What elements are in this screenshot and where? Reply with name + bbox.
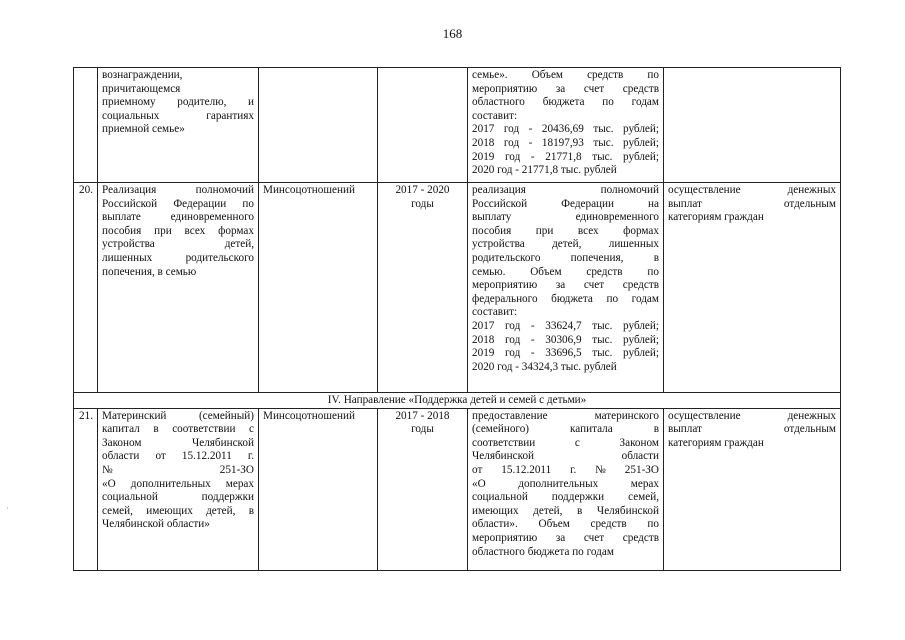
- description-line: семье». Объем средств по: [472, 69, 659, 81]
- expected-result: [664, 183, 841, 393]
- description-line: имеющих детей, в Челябинской: [472, 504, 659, 517]
- description-line: от 15.12.2011 г. № 251-ЗО: [472, 463, 659, 476]
- executor: [259, 68, 378, 183]
- description-line: областного бюджета по годам: [472, 545, 614, 558]
- row-number-line: 21.: [79, 409, 93, 422]
- description-line: пособия при всех формах: [472, 224, 659, 237]
- executor: [259, 183, 378, 393]
- description-line: социальной поддержки семей,: [472, 491, 659, 504]
- measure-name-line: № 251-ЗО: [102, 463, 254, 476]
- description-line: устройства детей, лишенных: [472, 238, 659, 251]
- description-line: 2019 год - 33696,5 тыс. рублей;: [472, 347, 659, 360]
- expected-result-line: категориям граждан: [668, 436, 764, 449]
- measure-name-line: семей, имеющих детей, в: [102, 504, 254, 517]
- description-line: 2019 год - 21771,8 тыс. рублей;: [472, 150, 659, 163]
- measure-name-line: социальных гарантиях: [102, 109, 254, 122]
- margin-mark: ·: [6, 503, 9, 513]
- description-line: мероприятию за счет средств: [472, 279, 659, 292]
- description: [468, 68, 664, 183]
- description-line: 2018 год - 18197,93 тыс. рублей;: [472, 136, 659, 149]
- description-line: предоставление материнского: [472, 409, 659, 422]
- measure-name-line: лишенных родительского: [102, 251, 254, 264]
- description-line: 2017 год - 20436,69 тыс. рублей;: [472, 123, 659, 136]
- description-line: «О дополнительных мерах: [472, 477, 659, 490]
- expected-result-line: категориям граждан: [668, 211, 764, 224]
- period-line: годы: [411, 197, 434, 210]
- measure-name: [98, 183, 259, 393]
- measure-name: [98, 68, 259, 183]
- expected-result-line: осуществление денежных: [668, 409, 836, 422]
- row-number-line: 20.: [79, 184, 93, 196]
- description-line: 2020 год - 34324,3 тыс. рублей: [472, 360, 617, 373]
- expected-result-line: выплат отдельным: [668, 197, 836, 210]
- row-number: [74, 183, 98, 393]
- executor: [259, 408, 378, 570]
- measure-name-line: пособия при всех формах: [102, 224, 254, 237]
- section-heading: IV. Направление «Поддержка детей и семей с детьми»: [74, 393, 841, 409]
- measure-name-line: причитающемся: [102, 82, 181, 95]
- expected-result: [664, 408, 841, 570]
- period: [378, 183, 468, 393]
- description-line: выплату единовременного: [472, 211, 659, 224]
- description-line: составит:: [472, 306, 518, 319]
- page-number: 168: [442, 26, 463, 41]
- description-line: соответствии с Законом: [472, 436, 659, 449]
- description-line: родительского попечения, в: [472, 251, 659, 264]
- expected-result-line: выплат отдельным: [668, 423, 836, 436]
- measure-name-line: Российской Федерации по: [102, 197, 254, 210]
- description-line: 2017 год - 33624,7 тыс. рублей;: [472, 319, 659, 332]
- measure-name-line: капитал в соответствии с: [102, 423, 254, 436]
- description-line: (семейного) капитала в: [472, 423, 659, 436]
- period: [378, 68, 468, 183]
- description-line: федерального бюджета по годам: [472, 292, 659, 305]
- measure-name-line: попечения, в семью: [102, 265, 197, 278]
- measure-name-line: выплате единовременного: [102, 211, 254, 224]
- description-line: семью. Объем средств по: [472, 265, 659, 278]
- description-line: мероприятию за счет средств: [472, 82, 659, 95]
- expected-result: [664, 68, 841, 183]
- measure-name-line: области от 15.12.2011 г.: [102, 450, 254, 463]
- description-line: областного бюджета по годам: [472, 96, 659, 109]
- measure-name: [98, 408, 259, 570]
- measure-name-line: вознаграждении,: [102, 69, 183, 81]
- period-line: 2017 - 2018: [395, 409, 450, 422]
- measure-name-line: Материнский (семейный): [102, 409, 254, 422]
- measures-table: [73, 67, 841, 571]
- row-number: [74, 408, 98, 570]
- measure-name-line: Реализация полномочий: [102, 184, 254, 196]
- expected-result-line: осуществление денежных: [668, 184, 836, 196]
- measure-name-line: приемному родителю, и: [102, 96, 254, 109]
- description-line: Челябинской области: [472, 450, 659, 463]
- period-line: 2017 - 2020: [395, 184, 450, 196]
- description-line: реализация полномочий: [472, 184, 659, 196]
- period-line: годы: [411, 423, 434, 436]
- executor-line: Минсоцотношений: [263, 409, 355, 422]
- description-line: мероприятию за счет средств: [472, 531, 659, 544]
- description: [468, 408, 664, 570]
- period: [378, 408, 468, 570]
- measure-name-line: Челябинской области»: [102, 518, 210, 531]
- measure-name-line: Законом Челябинской: [102, 436, 254, 449]
- table-row: [74, 408, 841, 570]
- measure-name-line: «О дополнительных мерах: [102, 477, 254, 490]
- measure-name-line: социальной поддержки: [102, 491, 254, 504]
- measure-name-line: приемной семье»: [102, 123, 185, 136]
- table-row: [74, 68, 841, 183]
- description-line: Российской Федерации на: [472, 197, 659, 210]
- description-line: 2018 год - 30306,9 тыс. рублей;: [472, 333, 659, 346]
- row-number: [74, 68, 98, 183]
- measure-name-line: устройства детей,: [102, 238, 254, 251]
- description: [468, 183, 664, 393]
- section-row: [74, 393, 841, 409]
- table-row: [74, 183, 841, 393]
- description-line: области». Объем средств по: [472, 518, 659, 531]
- description-line: составит:: [472, 109, 518, 122]
- description-line: 2020 год - 21771,8 тыс. рублей: [472, 164, 617, 177]
- executor-line: Минсоцотношений: [263, 184, 355, 196]
